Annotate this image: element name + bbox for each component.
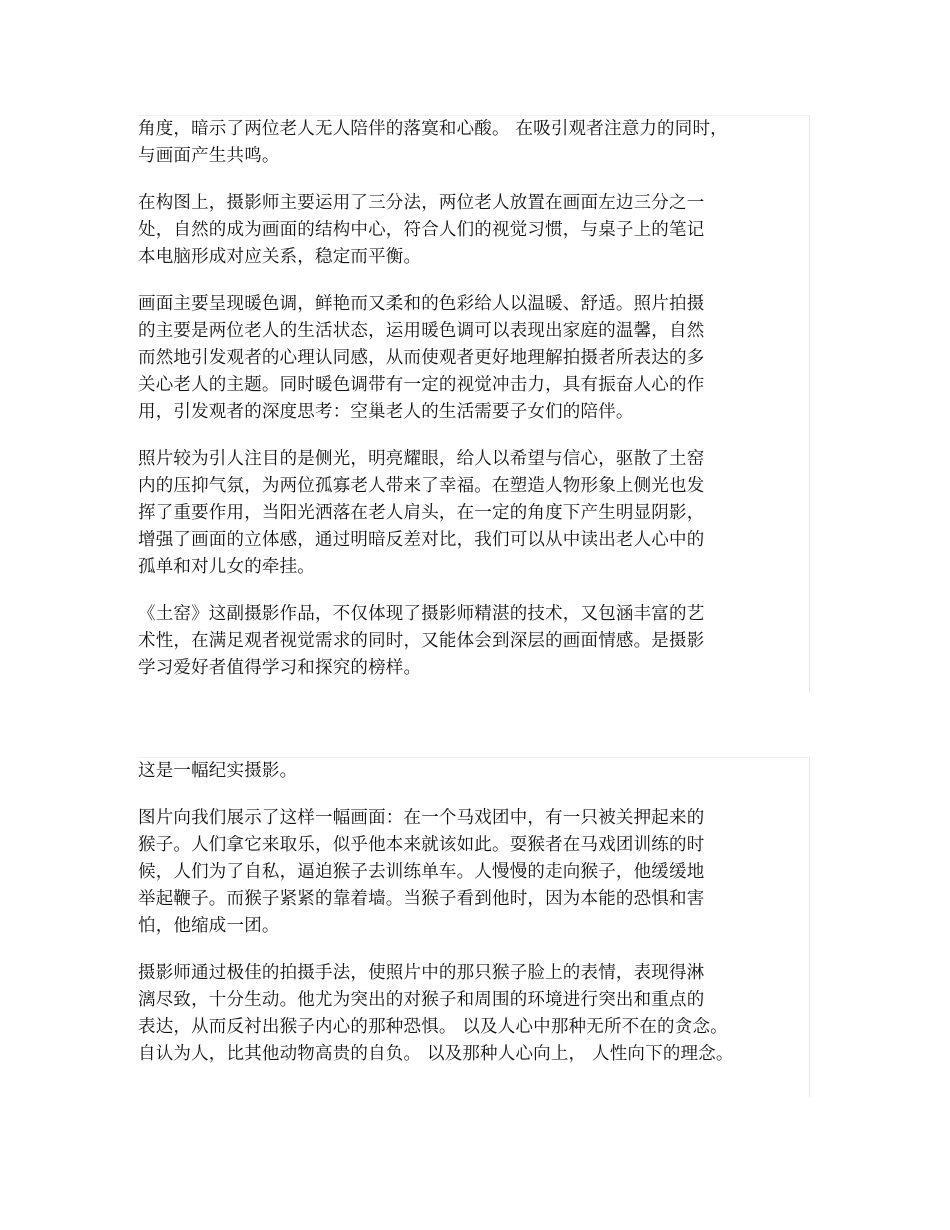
text-line: 用，引发观者的深度思考：空巢老人的生活需要子女们的陪伴。 bbox=[138, 402, 634, 422]
text-line: 内的压抑气氛，为两位孤寡老人带来了幸福。在塑造人物形象上侧光也发 bbox=[138, 476, 705, 496]
text-line: 关心老人的主题。同时暖色调带有一定的视觉冲击力，具有振奋人心的作 bbox=[138, 375, 705, 395]
text-line: 漓尽致，十分生动。他尤为突出的对猴子和周围的环境进行突出和重点的 bbox=[138, 990, 705, 1010]
text-line: 摄影师通过极佳的拍摄手法，使照片中的那只猴子脸上的表情，表现得淋 bbox=[138, 963, 705, 983]
paragraph bbox=[138, 190, 809, 271]
text-line: 怕，他缩成一团。 bbox=[138, 916, 280, 936]
paragraph bbox=[138, 116, 809, 170]
text-line: 在构图上，摄影师主要运用了三分法，两位老人放置在画面左边三分之一 bbox=[138, 193, 705, 213]
text-section-2 bbox=[138, 757, 810, 1097]
text-line: 本电脑形成对应关系，稳定而平衡。 bbox=[138, 247, 422, 267]
paragraph bbox=[138, 805, 809, 940]
text-line: 学习爱好者值得学习和探究的榜样。 bbox=[138, 658, 422, 678]
text-line: 猴子。人们拿它来取乐，似乎他本来就该如此。耍猴者在马戏团训练的时 bbox=[138, 835, 705, 855]
text-line: 候，人们为了自私，逼迫猴子去训练单车。人慢慢的走向猴子，他缓缓地 bbox=[138, 862, 705, 882]
text-line: 这是一幅纪实摄影。 bbox=[138, 761, 298, 781]
text-line: 与画面产生共鸣。 bbox=[138, 146, 280, 166]
paragraph bbox=[138, 758, 809, 785]
text-line: 而然地引发观者的心理认同感，从而使观者更好地理解拍摄者所表达的多 bbox=[138, 348, 705, 368]
text-line: 《土窑》这副摄影作品，不仅体现了摄影师精湛的技术，又包涵丰富的艺 bbox=[138, 604, 705, 624]
text-line: 挥了重要作用，当阳光洒落在老人肩头，在一定的角度下产生明显阴影， bbox=[138, 503, 705, 523]
text-line: 角度，暗示了两位老人无人陪伴的落寞和心酸。 在吸引观者注意力的同时， bbox=[138, 119, 728, 139]
text-line: 的主要是两位老人的生活状态，运用暖色调可以表现出家庭的温馨，自然 bbox=[138, 321, 705, 341]
text-line: 举起鞭子。而猴子紧紧的靠着墙。当猴子看到他时，因为本能的恐惧和害 bbox=[138, 889, 705, 909]
paragraph bbox=[138, 960, 809, 1068]
text-line: 照片较为引人注目的是侧光，明亮耀眼，给人以希望与信心，驱散了土窑 bbox=[138, 449, 705, 469]
text-line: 图片向我们展示了这样一幅画面：在一个马戏团中，有一只被关押起来的 bbox=[138, 808, 705, 828]
text-line: 处，自然的成为画面的结构中心，符合人们的视觉习惯，与桌子上的笔记 bbox=[138, 220, 705, 240]
paragraph bbox=[138, 446, 809, 581]
text-line: 孤单和对儿女的牵挂。 bbox=[138, 557, 315, 577]
paragraph bbox=[138, 601, 809, 682]
text-line: 增强了画面的立体感，通过明暗反差对比，我们可以从中读出老人心中的 bbox=[138, 530, 705, 550]
text-section-1 bbox=[138, 115, 810, 693]
paragraph bbox=[138, 291, 809, 426]
text-line: 画面主要呈现暖色调，鲜艳而又柔和的色彩给人以温暖、舒适。照片拍摄 bbox=[138, 294, 705, 314]
text-line: 自认为人，比其他动物高贵的自负。 以及那种人心向上， 人性向下的理念。 bbox=[138, 1044, 734, 1064]
text-line: 术性，在满足观者视觉需求的同时，又能体会到深层的画面情感。是摄影 bbox=[138, 631, 705, 651]
text-line: 表达，从而反衬出猴子内心的那种恐惧。 以及人心中那种无所不在的贪念。 bbox=[138, 1017, 728, 1037]
